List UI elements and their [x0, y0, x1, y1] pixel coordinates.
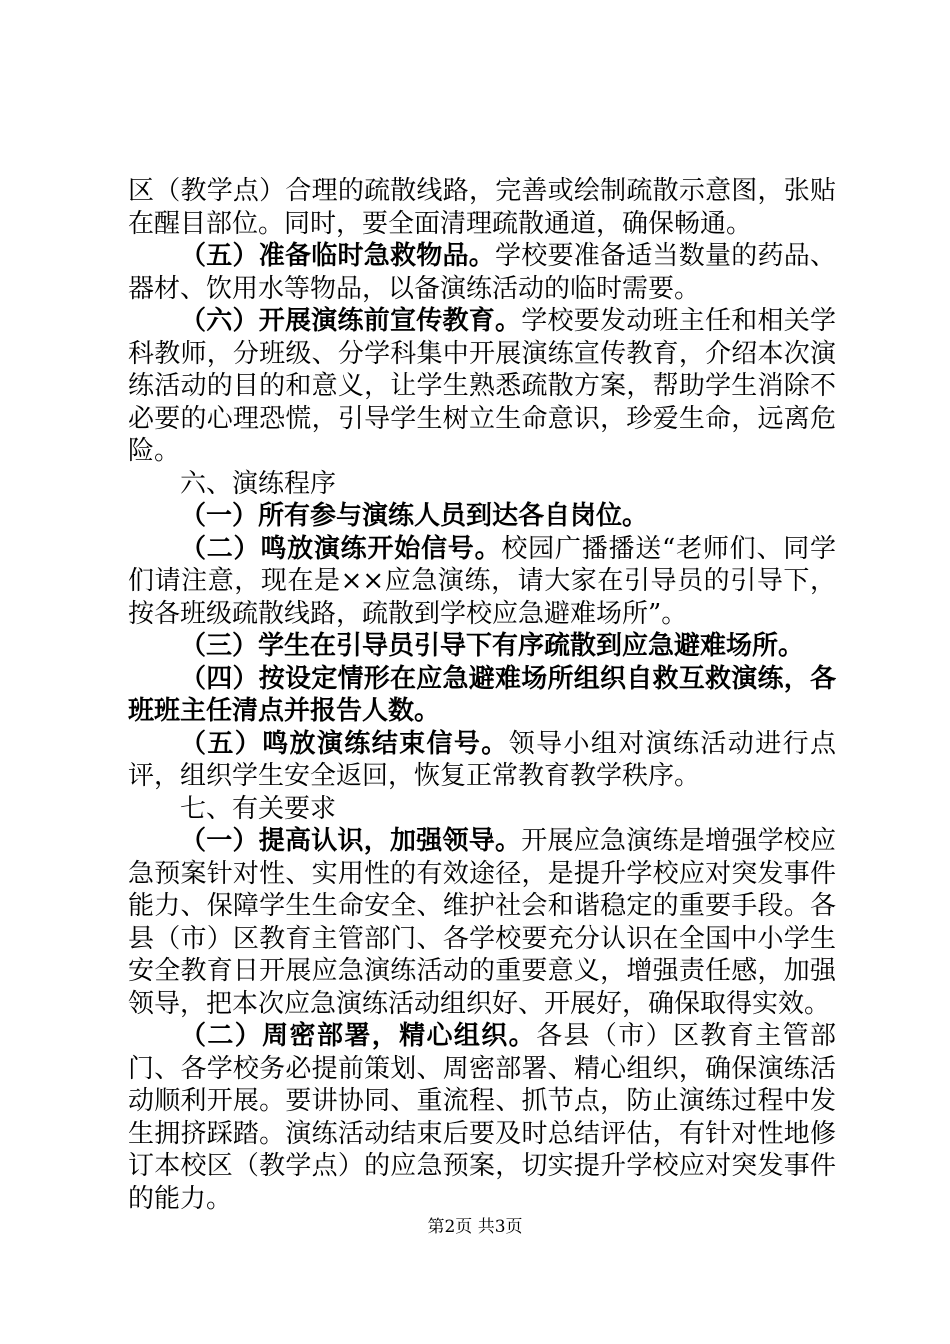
- paragraph-text: 区（教学点）合理的疏散线路，完善或绘制疏散示意图，张贴在醒目部位。同时，要全面清理疏散通道，确保畅通。: [128, 176, 836, 239]
- paragraph-item-5: [128, 240, 836, 305]
- paragraph-lead: （一）所有参与演练人员到达各自岗位。: [180, 501, 649, 531]
- requirement-item-2: [128, 1020, 836, 1215]
- paragraph-lead: （五）鸣放演练结束信号。: [180, 728, 509, 759]
- procedure-step-5: [128, 728, 836, 793]
- paragraph-lead: （一）提高认识，加强领导。: [180, 826, 522, 856]
- procedure-step-2: [128, 533, 836, 631]
- section-heading-procedure: 六、演练程序: [180, 468, 337, 499]
- paragraph-lead: （二）周密部署，精心组织。: [180, 1021, 537, 1051]
- requirement-item-1: [128, 825, 836, 1020]
- paragraph-text: 各县（市）区教育主管部门、各学校务必提前策划、周密部署、精心组织，确保演练活动顺利开展。要讲协同、重流程、抓节点，防止演练过程中发生拥挤踩踏。演练活动结束后要及时总结评估，有针对性地修订本校区（教学点）的应急预案，切实提升学校应对突发事件的能力。: [128, 1021, 836, 1214]
- page-number-label: 第2页 共3页: [427, 1217, 523, 1237]
- paragraph-lead: （四）按设定情形在应急避难场所组织自救互救演练，各班班主任清点并报告人数。: [128, 663, 836, 726]
- paragraph-lead: （三）学生在引导员引导下有序疏散到应急避难场所。: [180, 631, 805, 661]
- procedure-step-1: [128, 500, 836, 533]
- procedure-step-4: [128, 663, 836, 728]
- section-heading-requirements: 七、有关要求: [180, 793, 337, 824]
- paragraph-text: 学校要准备适当数量的药品、器材、饮用水等物品，以备演练活动的临时需要。: [128, 241, 836, 304]
- page-footer: [0, 1216, 950, 1238]
- paragraph-lead: （二）鸣放演练开始信号。: [180, 533, 502, 564]
- paragraph-text: 开展应急演练是增强学校应急预案针对性、实用性的有效途径，是提升学校应对突发事件能力、保障学生生命安全、维护社会和谐稳定的重要手段。各县（市）区教育主管部门、各学校要充分认识在全国中小学生安全教育日开展应急演练活动的重要意义，增强责任感，加强领导，把本次应急演练活动组织好、开展好，确保取得实效。: [128, 826, 836, 1019]
- paragraph-lead: （五）准备临时急救物品。: [180, 241, 495, 271]
- paragraph-text: 学校要发动班主任和相关学科教师，分班级、分学科集中开展演练宣传教育，介绍本次演练活动的目的和意义，让学生熟悉疏散方案，帮助学生消除不必要的心理恐慌，引导学生树立生命意识，珍爱生命，远离危险。: [128, 306, 836, 466]
- paragraph-item-6: [128, 305, 836, 468]
- paragraph-continuation: [128, 175, 836, 240]
- paragraph-text: 校园广播播送“老师们、同学们请注意，现在是××应急演练，请大家在引导员的引导下，按各班级疏散线路，疏散到学校应急避难场所”。: [128, 533, 836, 629]
- paragraph-lead: （六）开展演练前宣传教育。: [180, 306, 522, 336]
- document-body: [128, 175, 836, 1215]
- paragraph-text: 领导小组对演练活动进行点评，组织学生安全返回，恢复正常教育教学秩序。: [128, 728, 836, 791]
- procedure-step-3: [128, 630, 836, 663]
